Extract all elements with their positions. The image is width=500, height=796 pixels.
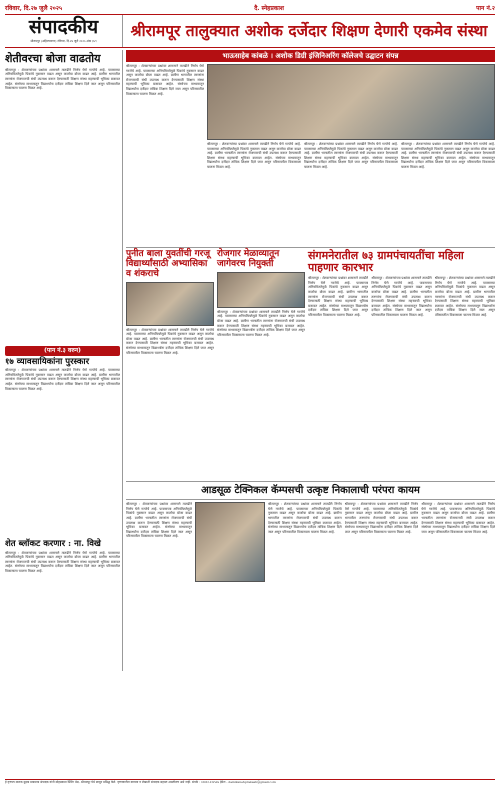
imprint-footer: हे वृत्तपत्र मालक मुद्रक प्रकाशक संपादक यांनी स्नेहप्रकाश प्रिंटिंग प्रेस, श्रीरामपूर येथे छापून प्रसिद्ध केले. वृत्तपत्रातील बातम्या व लेखाशी संपादक सहमत असतीलच असे नाही. संपर्क : ०२४२२-२२२५७५ ईमेल - dainiksnehprakash@gmail.com bbox=[5, 779, 495, 792]
continued-box: (पान नं.३ वरुन) bbox=[5, 346, 120, 356]
story2-title: रोजगार मेळाव्यातून जागेवरच नियुक्ती bbox=[217, 249, 280, 269]
main-headline: श्रीरामपूर तालुक्यात अशोक दर्जेदार शिक्षण देणारी एकमेव संस्था bbox=[130, 21, 488, 41]
editorial-title: संपादकीय bbox=[28, 16, 99, 39]
bottom-col1: श्रीरामपूर : शेतकऱ्यांच्या प्रश्नांवर शासनाने तातडीने निर्णय घेणे गरजेचे आहे. पावसाच्या अनियमिततेमुळे पिकांचे नुकसान वाढत असून कर्जाचा बोजा वाढत आहे. ग्रामीण भागातील तरुणांना रोजगाराची संधी उपलब्ध करून देण्यासाठी शिक्षण संस्था महत्त्वाची भूमिका बजावत आहेत. संस्थेच्या माध्यमातून विद्यार्थ्यांना दर्जेदार तांत्रिक शिक्षण दिले जात असून परिसरातील विकासाला चालना मिळत आहे. bbox=[126, 502, 192, 539]
editorial-heading: शेतीवरचा बोजा वाढतोय bbox=[5, 52, 101, 65]
top-bar bbox=[5, 4, 495, 14]
vikhe-body: श्रीरामपूर : शेतकऱ्यांच्या प्रश्नांवर शासनाने तातडीने निर्णय घेणे गरजेचे आहे. पावसाच्या अनियमिततेमुळे पिकांचे नुकसान वाढत असून कर्जाचा बोजा वाढत आहे. ग्रामीण भागातील तरुणांना रोजगाराची संधी उपलब्ध करून देण्यासाठी शिक्षण संस्था महत्त्वाची भूमिका बजावत आहेत. संस्थेच्या माध्यमातून विद्यार्थ्यांना दर्जेदार तांत्रिक शिक्षण दिले जात असून परिसरातील विकासाला चालना मिळत आहे. bbox=[5, 550, 120, 573]
event-photo bbox=[207, 64, 495, 140]
bottom-headline: आडसूळ टेक्निकल कॅम्पसची उत्कृष्ट निकालाची परंपरा कायम bbox=[126, 481, 495, 501]
masthead bbox=[5, 14, 495, 48]
vikhe-heading: शेत ब्लॉकट करणार : ना. विखे bbox=[5, 539, 101, 550]
lead-story-col1: श्रीरामपूर : शेतकऱ्यांच्या प्रश्नांवर शासनाने तातडीने निर्णय घेणे गरजेचे आहे. पावसाच्या अनियमिततेमुळे पिकांचे नुकसान वाढत असून कर्जाचा बोजा वाढत आहे. ग्रामीण भागातील तरुणांना रोजगाराची संधी उपलब्ध करून देण्यासाठी शिक्षण संस्था महत्त्वाची भूमिका बजावत आहेत. संस्थेच्या माध्यमातून विद्यार्थ्यांना दर्जेदार तांत्रिक शिक्षण दिले जात असून परिसरातील विकासाला चालना मिळत आहे. bbox=[126, 64, 204, 96]
story3-col2: श्रीरामपूर : शेतकऱ्यांच्या प्रश्नांवर शासनाने तातडीने निर्णय घेणे गरजेचे आहे. पावसाच्या अनियमिततेमुळे पिकांचे नुकसान वाढत असून कर्जाचा बोजा वाढत आहे. ग्रामीण भागातील तरुणांना रोजगाराची संधी उपलब्ध करून देण्यासाठी शिक्षण संस्था महत्त्वाची भूमिका बजावत आहेत. संस्थेच्या माध्यमातून विद्यार्थ्यांना दर्जेदार तांत्रिक शिक्षण दिले जात असून परिसरातील विकासाला चालना मिळत आहे. bbox=[371, 276, 432, 317]
editorial-body: श्रीरामपूर : शेतकऱ्यांच्या प्रश्नांवर शासनाने तातडीने निर्णय घेणे गरजेचे आहे. पावसाच्या अनियमिततेमुळे पिकांचे नुकसान वाढत असून कर्जाचा बोजा वाढत आहे. ग्रामीण भागातील तरुणांना रोजगाराची संधी उपलब्ध करून देण्यासाठी शिक्षण संस्था महत्त्वाची भूमिका बजावत आहेत. संस्थेच्या माध्यमातून विद्यार्थ्यांना दर्जेदार तांत्रिक शिक्षण दिले जात असून परिसरातील विकासाला चालना मिळत आहे. bbox=[5, 67, 120, 91]
paper-name: दै. स्नेहप्रकाश bbox=[254, 4, 285, 12]
subheadline-strip: भाऊसाहेब कांबळे । अशोक डिग्री इंजिनिअरिंग कॉलेजचे उद्घाटन संपन्न bbox=[126, 50, 495, 62]
story1-title: पुनीत बाला युवतींची गरजू विद्यार्थ्यांसाठी अभ्यासिका व शंकराचे bbox=[126, 249, 211, 279]
lead-story-col2: श्रीरामपूर : शेतकऱ्यांच्या प्रश्नांवर शासनाने तातडीने निर्णय घेणे गरजेचे आहे. पावसाच्या अनियमिततेमुळे पिकांचे नुकसान वाढत असून कर्जाचा बोजा वाढत आहे. ग्रामीण भागातील तरुणांना रोजगाराची संधी उपलब्ध करून देण्यासाठी शिक्षण संस्था महत्त्वाची भूमिका बजावत आहेत. संस्थेच्या माध्यमातून विद्यार्थ्यांना दर्जेदार तांत्रिक शिक्षण दिले जात असून परिसरातील विकासाला चालना मिळत आहे. bbox=[207, 142, 301, 169]
bottom-col4: श्रीरामपूर : शेतकऱ्यांच्या प्रश्नांवर शासनाने तातडीने निर्णय घेणे गरजेचे आहे. पावसाच्या अनियमिततेमुळे पिकांचे नुकसान वाढत असून कर्जाचा बोजा वाढत आहे. ग्रामीण भागातील तरुणांना रोजगाराची संधी उपलब्ध करून देण्यासाठी शिक्षण संस्था महत्त्वाची भूमिका बजावत आहेत. संस्थेच्या माध्यमातून विद्यार्थ्यांना दर्जेदार तांत्रिक शिक्षण दिले जात असून परिसरातील विकासाला चालना मिळत आहे. bbox=[421, 502, 496, 534]
story2-body: श्रीरामपूर : शेतकऱ्यांच्या प्रश्नांवर शासनाने तातडीने निर्णय घेणे गरजेचे आहे. पावसाच्या अनियमिततेमुळे पिकांचे नुकसान वाढत असून कर्जाचा बोजा वाढत आहे. ग्रामीण भागातील तरुणांना रोजगाराची संधी उपलब्ध करून देण्यासाठी शिक्षण संस्था महत्त्वाची भूमिका बजावत आहेत. संस्थेच्या माध्यमातून विद्यार्थ्यांना दर्जेदार तांत्रिक शिक्षण दिले जात असून परिसरातील विकासाला चालना मिळत आहे. bbox=[217, 309, 305, 337]
bottom-col2: श्रीरामपूर : शेतकऱ्यांच्या प्रश्नांवर शासनाने तातडीने निर्णय घेणे गरजेचे आहे. पावसाच्या अनियमिततेमुळे पिकांचे नुकसान वाढत असून कर्जाचा बोजा वाढत आहे. ग्रामीण भागातील तरुणांना रोजगाराची संधी उपलब्ध करून देण्यासाठी शिक्षण संस्था महत्त्वाची भूमिका बजावत आहेत. संस्थेच्या माध्यमातून विद्यार्थ्यांना दर्जेदार तांत्रिक शिक्षण दिले जात असून परिसरातील विकासाला चालना मिळत आहे. bbox=[268, 502, 342, 534]
story1-photo bbox=[126, 282, 214, 326]
bottom-col3: श्रीरामपूर : शेतकऱ्यांच्या प्रश्नांवर शासनाने तातडीने निर्णय घेणे गरजेचे आहे. पावसाच्या अनियमिततेमुळे पिकांचे नुकसान वाढत असून कर्जाचा बोजा वाढत आहे. ग्रामीण भागातील तरुणांना रोजगाराची संधी उपलब्ध करून देण्यासाठी शिक्षण संस्था महत्त्वाची भूमिका बजावत आहेत. संस्थेच्या माध्यमातून विद्यार्थ्यांना दर्जेदार तांत्रिक शिक्षण दिले जात असून परिसरातील विकासाला चालना मिळत आहे. bbox=[344, 502, 419, 534]
tagline: श्रीरामपूर (अहिल्यानगर) रविवार, दि.२७ जुलै २०२५ अंक ३५९ bbox=[30, 39, 97, 44]
page-number: पान नं.२ bbox=[476, 4, 495, 12]
award-body: श्रीरामपूर : शेतकऱ्यांच्या प्रश्नांवर शासनाने तातडीने निर्णय घेणे गरजेचे आहे. पावसाच्या अनियमिततेमुळे पिकांचे नुकसान वाढत असून कर्जाचा बोजा वाढत आहे. ग्रामीण भागातील तरुणांना रोजगाराची संधी उपलब्ध करून देण्यासाठी शिक्षण संस्था महत्त्वाची भूमिका बजावत आहेत. संस्थेच्या माध्यमातून विद्यार्थ्यांना दर्जेदार तांत्रिक शिक्षण दिले जात असून परिसरातील विकासाला चालना मिळत आहे. bbox=[5, 368, 120, 391]
story1-body: श्रीरामपूर : शेतकऱ्यांच्या प्रश्नांवर शासनाने तातडीने निर्णय घेणे गरजेचे आहे. पावसाच्या अनियमिततेमुळे पिकांचे नुकसान वाढत असून कर्जाचा बोजा वाढत आहे. ग्रामीण भागातील तरुणांना रोजगाराची संधी उपलब्ध करून देण्यासाठी शिक्षण संस्था महत्त्वाची भूमिका बजावत आहेत. संस्थेच्या माध्यमातून विद्यार्थ्यांना दर्जेदार तांत्रिक शिक्षण दिले जात असून परिसरातील विकासाला चालना मिळत आहे. bbox=[126, 327, 214, 355]
story3-col3: श्रीरामपूर : शेतकऱ्यांच्या प्रश्नांवर शासनाने तातडीने निर्णय घेणे गरजेचे आहे. पावसाच्या अनियमिततेमुळे पिकांचे नुकसान वाढत असून कर्जाचा बोजा वाढत आहे. ग्रामीण भागातील तरुणांना रोजगाराची संधी उपलब्ध करून देण्यासाठी शिक्षण संस्था महत्त्वाची भूमिका बजावत आहेत. संस्थेच्या माध्यमातून विद्यार्थ्यांना दर्जेदार तांत्रिक शिक्षण दिले जात असून परिसरातील विकासाला चालना मिळत आहे. bbox=[434, 276, 495, 317]
story2-photo bbox=[217, 272, 305, 308]
editorial-column bbox=[5, 50, 123, 671]
story3-title: संगमनेरातील ७३ ग्रामपंचायतींचा महिला पाहणार कारभार bbox=[308, 249, 464, 275]
lead-story-col4: श्रीरामपूर : शेतकऱ्यांच्या प्रश्नांवर शासनाने तातडीने निर्णय घेणे गरजेचे आहे. पावसाच्या अनियमिततेमुळे पिकांचे नुकसान वाढत असून कर्जाचा बोजा वाढत आहे. ग्रामीण भागातील तरुणांना रोजगाराची संधी उपलब्ध करून देण्यासाठी शिक्षण संस्था महत्त्वाची भूमिका बजावत आहेत. संस्थेच्या माध्यमातून विद्यार्थ्यांना दर्जेदार तांत्रिक शिक्षण दिले जात असून परिसरातील विकासाला चालना मिळत आहे. bbox=[401, 142, 495, 169]
story3-col1: श्रीरामपूर : शेतकऱ्यांच्या प्रश्नांवर शासनाने तातडीने निर्णय घेणे गरजेचे आहे. पावसाच्या अनियमिततेमुळे पिकांचे नुकसान वाढत असून कर्जाचा बोजा वाढत आहे. ग्रामीण भागातील तरुणांना रोजगाराची संधी उपलब्ध करून देण्यासाठी शिक्षण संस्था महत्त्वाची भूमिका बजावत आहेत. संस्थेच्या माध्यमातून विद्यार्थ्यांना दर्जेदार तांत्रिक शिक्षण दिले जात असून परिसरातील विकासाला चालना मिळत आहे. bbox=[308, 276, 369, 317]
bottom-photo bbox=[195, 502, 265, 582]
date-label: रविवार, दि.२७ जुलै २०२५ bbox=[5, 4, 63, 12]
award-heading: १७ व्यावसायिकांना पुरस्कार bbox=[5, 356, 90, 367]
lead-story-col3: श्रीरामपूर : शेतकऱ्यांच्या प्रश्नांवर शासनाने तातडीने निर्णय घेणे गरजेचे आहे. पावसाच्या अनियमिततेमुळे पिकांचे नुकसान वाढत असून कर्जाचा बोजा वाढत आहे. ग्रामीण भागातील तरुणांना रोजगाराची संधी उपलब्ध करून देण्यासाठी शिक्षण संस्था महत्त्वाची भूमिका बजावत आहेत. संस्थेच्या माध्यमातून विद्यार्थ्यांना दर्जेदार तांत्रिक शिक्षण दिले जात असून परिसरातील विकासाला चालना मिळत आहे. bbox=[304, 142, 398, 169]
